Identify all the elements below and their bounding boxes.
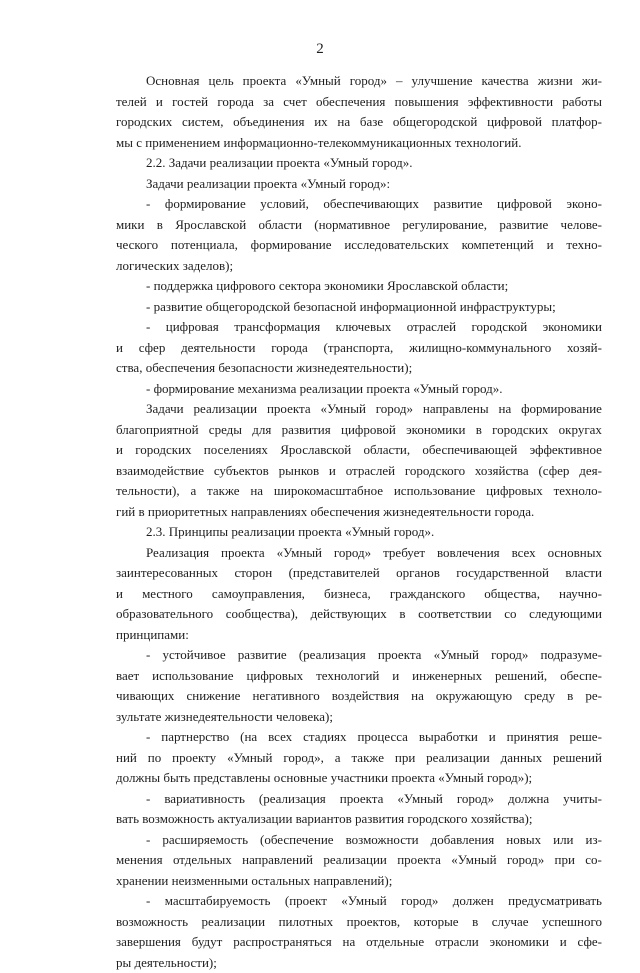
- text-line: и сфер деятельности города (транспорта, жилищно-коммунального хозяй-: [116, 338, 602, 359]
- text-line: зультате жизнедеятельности человека);: [116, 707, 602, 728]
- text-line: 2.3. Принципы реализации проекта «Умный город».: [116, 522, 602, 543]
- text-line: принципами:: [116, 625, 602, 646]
- text-line: Реализация проекта «Умный город» требует вовлечения всех основных: [116, 543, 602, 564]
- text-line: - цифровая трансформация ключевых отраслей городской экономики: [116, 317, 602, 338]
- text-line: должны быть представлены основные участники проекта «Умный город»);: [116, 768, 602, 789]
- text-line: ний по проекту «Умный город», а также при реализации данных решений: [116, 748, 602, 769]
- text-line: - формирование условий, обеспечивающих развитие цифровой эконо-: [116, 194, 602, 215]
- text-line: возможность реализации пилотных проектов, которые в случае успешного: [116, 912, 602, 933]
- text-line: менения отдельных направлений реализации проекта «Умный город» при со-: [116, 850, 602, 871]
- text-line: ства, обеспечения безопасности жизнедеятельности);: [116, 358, 602, 379]
- text-line: и местного самоуправления, бизнеса, гражданского общества, научно-: [116, 584, 602, 605]
- text-line: 2.2. Задачи реализации проекта «Умный город».: [116, 153, 602, 174]
- text-line: мы с применением информационно-телекоммуникационных технологий.: [116, 133, 602, 154]
- text-line: благоприятной среды для развития цифровой экономики в городских округах: [116, 420, 602, 441]
- text-line: гий в приоритетных направлениях обеспечения жизнедеятельности города.: [116, 502, 602, 523]
- text-line: - партнерство (на всех стадиях процесса выработки и принятия реше-: [116, 727, 602, 748]
- text-line: чивающих снижение негативного воздействия на окружающую среду в ре-: [116, 686, 602, 707]
- text-line: ры деятельности);: [116, 953, 602, 973]
- text-line: городских систем, объединения их на базе общегородской цифровой платфор-: [116, 112, 602, 133]
- text-line: хранении неизменными остальных направлений);: [116, 871, 602, 892]
- text-line: Задачи реализации проекта «Умный город» направлены на формирование: [116, 399, 602, 420]
- text-line: - вариативность (реализация проекта «Умный город» должна учиты-: [116, 789, 602, 810]
- text-line: и городских поселениях Ярославской области, обеспечивающей эффективное: [116, 440, 602, 461]
- text-line: - формирование механизма реализации проекта «Умный город».: [116, 379, 602, 400]
- document-body: [116, 71, 602, 973]
- text-line: вать возможность актуализации вариантов развития городского хозяйства);: [116, 809, 602, 830]
- text-line: тельности), а также на широкомасштабное использование цифровых техноло-: [116, 481, 602, 502]
- text-line: завершения будут распространяться на отдельные отрасли экономики и сфе-: [116, 932, 602, 953]
- text-line: Задачи реализации проекта «Умный город»:: [116, 174, 602, 195]
- text-line: - расширяемость (обеспечение возможности добавления новых или из-: [116, 830, 602, 851]
- text-line: образовательного сообщества), действующих в соответствии со следующими: [116, 604, 602, 625]
- text-line: взаимодействие субъектов рынков и отраслей городского хозяйства (сфер дея-: [116, 461, 602, 482]
- text-line: мики в Ярославской области (нормативное регулирование, развитие челове-: [116, 215, 602, 236]
- text-line: ческого потенциала, формирование исследовательских компетенций и техно-: [116, 235, 602, 256]
- text-line: - масштабируемость (проект «Умный город» должен предусматривать: [116, 891, 602, 912]
- text-line: вает использование цифровых технологий и инженерных решений, обеспе-: [116, 666, 602, 687]
- text-line: заинтересованных сторон (представителей органов государственной власти: [116, 563, 602, 584]
- text-line: телей и гостей города за счет обеспечения повышения эффективности работы: [116, 92, 602, 113]
- text-line: логических заделов);: [116, 256, 602, 277]
- page-number: 2: [0, 41, 640, 58]
- text-line: - поддержка цифрового сектора экономики Ярославской области;: [116, 276, 602, 297]
- text-line: Основная цель проекта «Умный город» – улучшение качества жизни жи-: [116, 71, 602, 92]
- text-line: - устойчивое развитие (реализация проекта «Умный город» подразуме-: [116, 645, 602, 666]
- text-line: - развитие общегородской безопасной информационной инфраструктуры;: [116, 297, 602, 318]
